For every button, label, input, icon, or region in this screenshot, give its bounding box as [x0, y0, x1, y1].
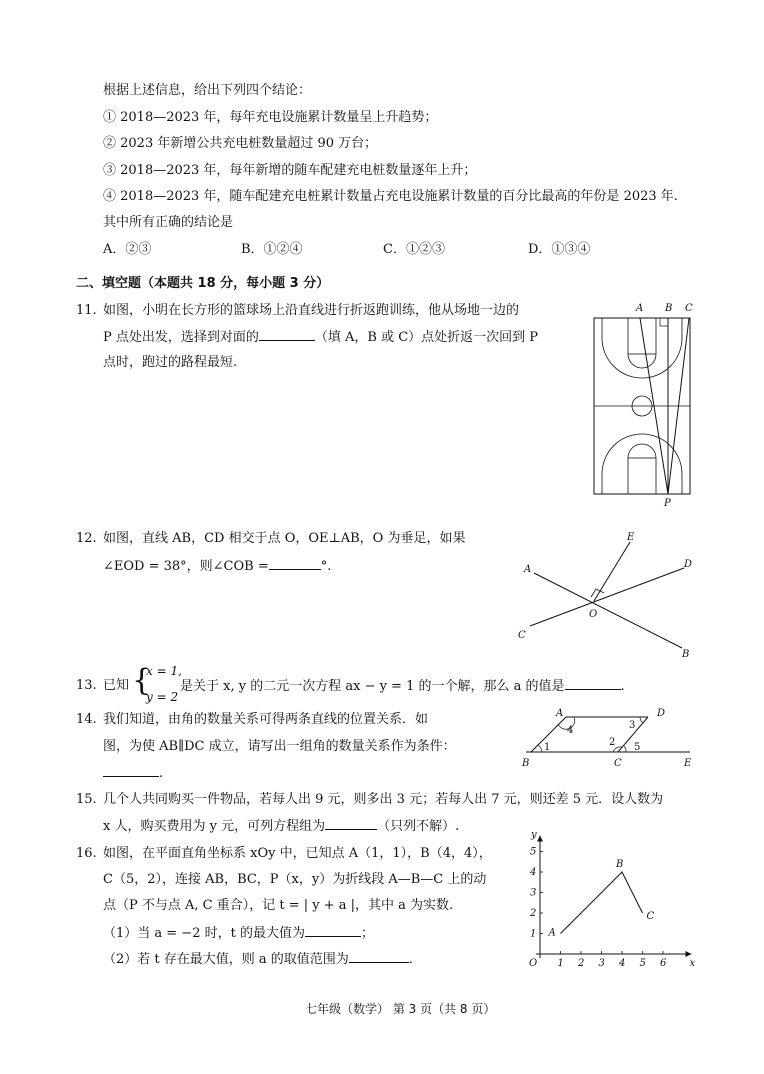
para-label-d: D [657, 708, 666, 719]
polyline-abc [561, 872, 643, 934]
lines-label-e: E [627, 532, 635, 543]
q13-end: . [620, 679, 625, 694]
para-label-e: E [684, 758, 692, 769]
y-axis-label: y [531, 829, 537, 841]
q11-line-3: 点时，跑过的路程最短. [103, 355, 238, 370]
y-tick-label: 4 [530, 867, 537, 878]
coordinate-plot-svg [518, 826, 694, 974]
parallelogram-figure [518, 704, 698, 770]
para-angle-5: 5 [634, 742, 641, 753]
y-tick-label: 2 [530, 908, 537, 919]
q14-line-1: 我们知道，由角的数量关系可得两条直线的位置关系．如 [103, 712, 429, 727]
court-label-b: B [665, 303, 673, 314]
para-label-a: A [556, 708, 564, 719]
q11-number: 11. [76, 303, 97, 318]
q15-answer-blank[interactable] [325, 817, 377, 830]
point-label-c: C [646, 911, 655, 922]
para-label-b: B [522, 758, 530, 769]
x-tick-label: 6 [660, 958, 667, 969]
q16-line-1: 如图，在平面直角坐标系 xOy 中，已知点 A（1，1），B（4，4）， [103, 846, 492, 861]
q16-number: 16. [76, 846, 97, 861]
q16-part-2-end: . [408, 952, 413, 967]
q15-text-a: x 人，购买费用为 y 元，可列方程组为 [103, 819, 326, 834]
intersecting-lines-figure [510, 528, 706, 662]
q13-number: 13. [76, 678, 97, 693]
q13-brace: { [132, 663, 152, 698]
q12-text-a: ∠EOD = 38°，则∠COB = [103, 559, 269, 574]
q11-line-1: 如图，小明在长方形的篮球场上沿直线进行折返跑训练，他从场地一边的 [103, 303, 520, 318]
y-axis-arrow [537, 836, 543, 842]
y-tick-label: 5 [530, 846, 537, 858]
lines-label-c: C [518, 630, 526, 641]
q15-text-b: （只列不解）. [377, 819, 460, 834]
lines-label-b: B [682, 649, 690, 660]
q13-line [180, 677, 625, 696]
q13-system-eq-1: x = 1, [146, 664, 182, 678]
origin-label: O [529, 958, 538, 969]
y-tick-label: 3 [530, 887, 537, 899]
q10-option-a: A．②③ [103, 242, 152, 257]
x-tick-label: 2 [578, 958, 585, 969]
q12-text-b: °. [320, 559, 332, 574]
q13-pre: 已知 [103, 678, 130, 693]
point-label-a: A [548, 927, 556, 939]
q12-answer-blank[interactable] [269, 557, 321, 570]
q12-number: 12. [76, 531, 97, 546]
q16-part-2 [103, 950, 413, 969]
q16-part-1-text: （1）当 a = −2 时，t 的最大值为 [103, 926, 305, 941]
lines-label-d: D [684, 559, 693, 570]
q10-conclusion-2: ② 2023 年新增公共充电桩数量超过 90 万台； [103, 136, 378, 151]
q16-part-1-blank[interactable] [305, 924, 361, 937]
q13-text: 是关于 x, y 的二元一次方程 ax − y = 1 的一个解，那么 a 的值是 [180, 679, 565, 694]
q12-line-1: 如图，直线 AB，CD 相交于点 O，OE⊥AB，O 为垂足，如果 [103, 531, 466, 546]
q10-conclusion-3: ③ 2018—2023 年，每年新增的随车配建充电桩数量逐年上升； [103, 163, 477, 178]
q13-answer-blank[interactable] [565, 677, 621, 690]
lines-label-o: O [589, 609, 598, 620]
q13-system-eq-2: y = 2 [146, 690, 179, 704]
q10-option-d: D．①③④ [528, 242, 591, 257]
q10-conclusion-1: ① 2018—2023 年，每年充电设施累计数量呈上升趋势； [103, 110, 438, 125]
q16-line-2: C（5，2），连接 AB，BC，P（x，y）为折线段 A—B—C 上的动 [103, 872, 487, 887]
x-tick-label: 3 [598, 958, 605, 969]
lines-label-a: A [524, 564, 532, 575]
q16-line-3: 点（P 不与点 A, C 重合），记 t = | y + a |，其中 a 为实数. [103, 898, 454, 913]
q16-part-2-text: （2）若 t 存在最大值，则 a 的取值范围为 [103, 952, 349, 967]
para-angle-3: 3 [629, 720, 636, 731]
q14-end: . [159, 766, 164, 781]
x-tick-label: 1 [557, 958, 564, 969]
q11-text-b: （填 A，B 或 C）点处折返一次回到 P [314, 330, 539, 345]
court-label-c: C [685, 303, 693, 314]
q14-number: 14. [76, 712, 97, 727]
q10-intro: 根据上述信息，给出下列四个结论： [103, 83, 312, 98]
q15-line-1: 几个人共同购买一件物品，若每人出 9 元，则多出 3 元；若每人出 7 元，则还差 5 元．设人数为 [103, 792, 664, 807]
q10-option-b: B．①②④ [241, 242, 303, 257]
basketball-court-figure [588, 298, 692, 512]
x-tick-label: 4 [619, 958, 626, 969]
q10-conclusion-4: ④ 2018—2023 年，随车配建充电桩累计数量占充电设施累计数量的百分比最高的年份是 2023 年. [103, 189, 678, 204]
q12-line-2 [103, 557, 331, 576]
q15-line-2 [103, 817, 459, 836]
q11-line-2 [103, 328, 538, 347]
para-angle-2: 2 [609, 737, 616, 748]
court-label-a: A [636, 303, 644, 314]
q14-line-3 [103, 764, 163, 783]
q16-part-2-blank[interactable] [349, 950, 409, 963]
para-angle-4: 4 [567, 725, 574, 736]
coordinate-plot [518, 826, 694, 974]
court-label-p: P [664, 498, 671, 509]
section-heading: 二、填空题（本题共 18 分，每小题 3 分） [76, 276, 330, 291]
para-label-c: C [614, 758, 622, 769]
q10-question: 其中所有正确的结论是 [103, 215, 234, 230]
x-tick-label: 5 [639, 958, 646, 969]
q14-line-2: 图，为使 AB∥DC 成立，请写出一组角的数量关系作为条件： [103, 739, 456, 754]
q16-part-1-end: ； [360, 926, 374, 941]
q16-part-1 [103, 924, 374, 943]
q14-answer-blank[interactable] [103, 764, 159, 777]
q11-answer-blank[interactable] [259, 328, 315, 341]
x-axis-arrow [686, 951, 692, 957]
q11-text-a: P 点处出发，选择到对面的 [103, 330, 259, 345]
page-footer: 七年级（数学） 第 3 页（共 8 页） [305, 1002, 496, 1016]
para-angle-1: 1 [544, 742, 551, 753]
q10-option-c: C．①②③ [383, 242, 445, 257]
q15-number: 15. [76, 792, 97, 807]
point-label-b: B [616, 859, 624, 870]
x-axis-label: x [689, 958, 696, 969]
y-tick-label: 1 [530, 928, 537, 940]
